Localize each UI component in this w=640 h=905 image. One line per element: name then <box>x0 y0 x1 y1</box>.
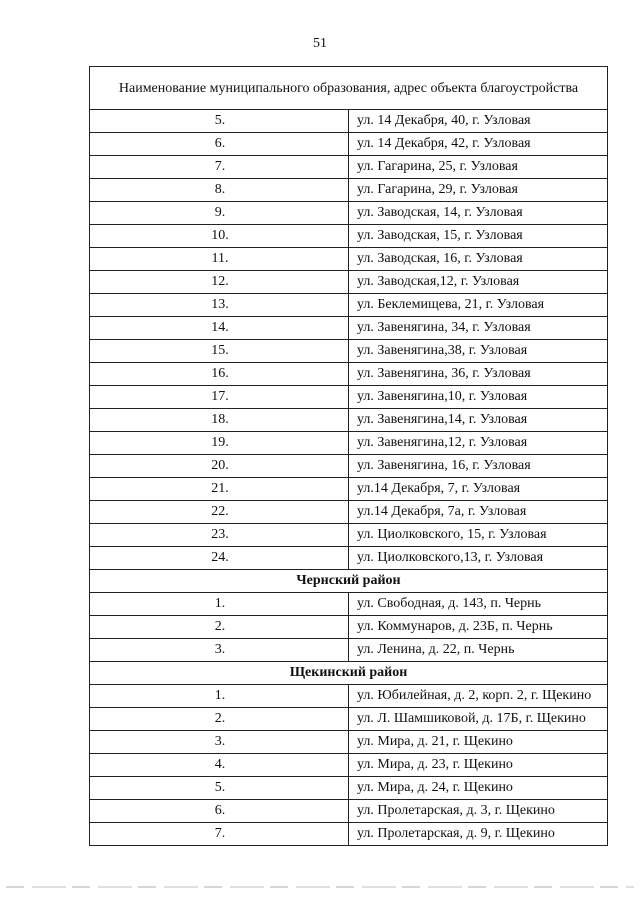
row-address: ул. Завенягина, 36, г. Узловая <box>349 363 608 386</box>
row-number: 6. <box>90 133 349 156</box>
row-address: ул. Завенягина, 34, г. Узловая <box>349 317 608 340</box>
row-number: 7. <box>90 823 349 846</box>
section-title: Чернский район <box>90 570 608 593</box>
page-number: 51 <box>313 36 327 51</box>
table-row <box>90 593 608 616</box>
row-address: ул. Л. Шамшиковой, д. 17Б, г. Щекино <box>349 708 608 731</box>
row-address: ул. 14 Декабря, 40, г. Узловая <box>349 110 608 133</box>
row-address: ул. Коммунаров, д. 23Б, п. Чернь <box>349 616 608 639</box>
table-row <box>90 524 608 547</box>
table-row <box>90 754 608 777</box>
row-number: 2. <box>90 708 349 731</box>
row-address: ул. Заводская, 15, г. Узловая <box>349 225 608 248</box>
table-row <box>90 386 608 409</box>
row-address: ул. Мира, д. 23, г. Щекино <box>349 754 608 777</box>
row-number: 11. <box>90 248 349 271</box>
scan-artifact-line <box>6 886 634 888</box>
table-row <box>90 409 608 432</box>
row-address: ул. Завенягина, 16, г. Узловая <box>349 455 608 478</box>
row-number: 19. <box>90 432 349 455</box>
row-number: 3. <box>90 731 349 754</box>
row-number: 6. <box>90 800 349 823</box>
row-address: ул. Заводская, 16, г. Узловая <box>349 248 608 271</box>
table-row <box>90 156 608 179</box>
table-row <box>90 225 608 248</box>
section-title: Щекинский район <box>90 662 608 685</box>
row-address: ул. 14 Декабря, 42, г. Узловая <box>349 133 608 156</box>
row-number: 17. <box>90 386 349 409</box>
row-number: 20. <box>90 455 349 478</box>
table-row <box>90 685 608 708</box>
table-row <box>90 432 608 455</box>
table-header-row <box>90 67 608 110</box>
row-number: 22. <box>90 501 349 524</box>
row-number: 10. <box>90 225 349 248</box>
table-row <box>90 317 608 340</box>
table-row <box>90 639 608 662</box>
table-row <box>90 202 608 225</box>
row-number: 24. <box>90 547 349 570</box>
row-number: 3. <box>90 639 349 662</box>
table-row <box>90 363 608 386</box>
row-address: ул. Беклемищева, 21, г. Узловая <box>349 294 608 317</box>
table-header: Наименование муниципального образования, адрес объекта благоустройства <box>90 67 608 110</box>
row-number: 7. <box>90 156 349 179</box>
table-row <box>90 800 608 823</box>
table-row <box>90 248 608 271</box>
row-address: ул. Гагарина, 25, г. Узловая <box>349 156 608 179</box>
table-row <box>90 823 608 846</box>
row-number: 23. <box>90 524 349 547</box>
row-number: 18. <box>90 409 349 432</box>
table-body <box>90 67 608 846</box>
row-address: ул. Циолковского, 15, г. Узловая <box>349 524 608 547</box>
table-row <box>90 547 608 570</box>
row-number: 15. <box>90 340 349 363</box>
table-row <box>90 271 608 294</box>
row-address: ул. Завенягина,38, г. Узловая <box>349 340 608 363</box>
row-number: 13. <box>90 294 349 317</box>
row-address: ул. Мира, д. 21, г. Щекино <box>349 731 608 754</box>
row-address: ул. Завенягина,12, г. Узловая <box>349 432 608 455</box>
table-row <box>90 708 608 731</box>
table-row <box>90 731 608 754</box>
row-number: 9. <box>90 202 349 225</box>
row-number: 8. <box>90 179 349 202</box>
row-address: ул. Завенягина,10, г. Узловая <box>349 386 608 409</box>
table-row <box>90 294 608 317</box>
row-address: ул. Завенягина,14, г. Узловая <box>349 409 608 432</box>
row-address: ул.14 Декабря, 7, г. Узловая <box>349 478 608 501</box>
row-address: ул. Ленина, д. 22, п. Чернь <box>349 639 608 662</box>
row-number: 1. <box>90 593 349 616</box>
section-row <box>90 662 608 685</box>
row-address: ул. Свободная, д. 143, п. Чернь <box>349 593 608 616</box>
row-address: ул. Циолковского,13, г. Узловая <box>349 547 608 570</box>
row-number: 4. <box>90 754 349 777</box>
section-row <box>90 570 608 593</box>
table-row <box>90 455 608 478</box>
row-address: ул. Заводская,12, г. Узловая <box>349 271 608 294</box>
row-number: 16. <box>90 363 349 386</box>
row-number: 14. <box>90 317 349 340</box>
row-number: 5. <box>90 110 349 133</box>
table-row <box>90 340 608 363</box>
table-row <box>90 110 608 133</box>
table-row <box>90 777 608 800</box>
row-address: ул. Пролетарская, д. 9, г. Щекино <box>349 823 608 846</box>
table-row <box>90 179 608 202</box>
row-address: ул. Гагарина, 29, г. Узловая <box>349 179 608 202</box>
table-row <box>90 478 608 501</box>
row-number: 2. <box>90 616 349 639</box>
table-row <box>90 133 608 156</box>
row-address: ул. Юбилейная, д. 2, корп. 2, г. Щекино <box>349 685 608 708</box>
row-address: ул.14 Декабря, 7а, г. Узловая <box>349 501 608 524</box>
table-row <box>90 616 608 639</box>
row-address: ул. Заводская, 14, г. Узловая <box>349 202 608 225</box>
row-address: ул. Пролетарская, д. 3, г. Щекино <box>349 800 608 823</box>
row-number: 12. <box>90 271 349 294</box>
row-number: 1. <box>90 685 349 708</box>
row-number: 21. <box>90 478 349 501</box>
row-address: ул. Мира, д. 24, г. Щекино <box>349 777 608 800</box>
table-row <box>90 501 608 524</box>
addresses-table <box>89 66 608 846</box>
row-number: 5. <box>90 777 349 800</box>
